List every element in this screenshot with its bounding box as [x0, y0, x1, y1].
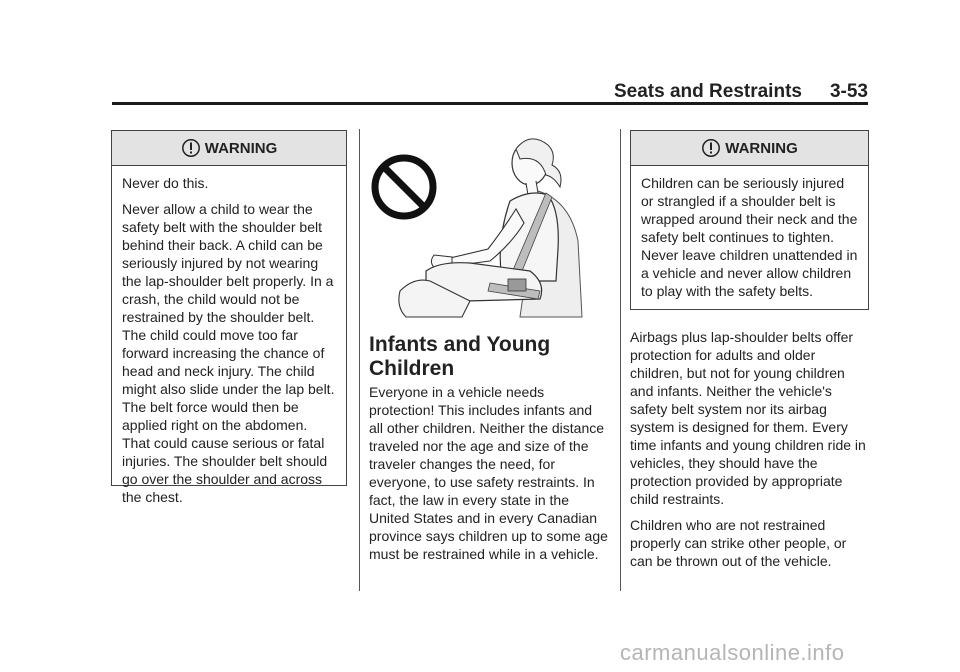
- warning-body: [112, 166, 346, 506]
- column-divider-left: [359, 129, 360, 591]
- body-paragraph: Airbags plus lap-shoulder belts offer protection for adults and older children, but not for young children and infants. Neither the vehicle's safety belt system nor its airbag system is designed for them. Every time infants and young children ride in vehicles, they should have the protection provided by appropriate child restraints.: [630, 329, 866, 507]
- warning-paragraph: Never allow a child to wear the safety belt with the shoulder belt behind their back. A child can be seriously injured by not wearing the lap-shoulder belt properly. In a crash, the child would not be restrained by the shoulder belt. The child could move too far forward increasing the chance of head and neck injury. The child might also slide under the lap belt. The belt force would then be applied right on the abdomen. That could cause serious or fatal injuries. The shoulder belt should go over the shoulder and across the chest.: [122, 201, 335, 505]
- body-paragraph: Everyone in a vehicle needs protection! This includes infants and all other children. Neither the distance traveled nor the age and size of the traveler changes the need, for everyone, to use safety restraints. In fact, the law in every state in the United States and in every Canadian province says children up to some age must be restrained while in a vehicle.: [369, 384, 608, 562]
- body-paragraph: Children who are not restrained properly can strike other people, or can be thrown out of the vehicle.: [630, 517, 847, 569]
- right-warning-box: [630, 130, 869, 310]
- section-heading: Infants and Young Children: [369, 333, 551, 380]
- section-title: Seats and Restraints: [614, 81, 802, 102]
- warning-body: [631, 166, 868, 300]
- warning-label: WARNING: [725, 139, 798, 157]
- warning-paragraph: Children can be seriously injured or strangled if a shoulder belt is wrapped around their neck and the safety belt continues to tighten. Never leave children unattended in a vehicle and never allow children to play with the safety belts.: [641, 175, 858, 299]
- child-seat-belt-illustration: [370, 131, 590, 319]
- prohibited-icon: [375, 158, 433, 216]
- page-header: [112, 79, 868, 103]
- middle-column-text: [369, 383, 609, 571]
- header-rule: [112, 102, 868, 105]
- right-column-text: [630, 328, 870, 578]
- column-divider-right: [620, 129, 621, 591]
- warning-label: WARNING: [204, 139, 278, 157]
- warning-header: [631, 131, 868, 166]
- warning-header: [112, 131, 346, 166]
- warning-exclamation-icon: [701, 138, 721, 158]
- warning-exclamation-icon: [181, 138, 201, 158]
- warning-paragraph: Never do this.: [122, 175, 209, 191]
- watermark-text: carmanualsonline.info: [620, 640, 845, 665]
- left-warning-box: [111, 130, 347, 505]
- page-number: 3-53: [829, 81, 868, 102]
